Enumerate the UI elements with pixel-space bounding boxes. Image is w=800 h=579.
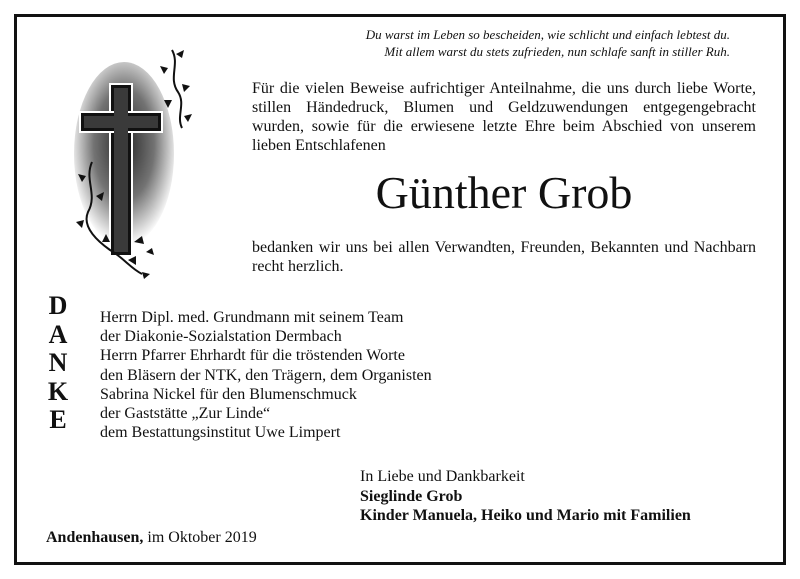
deceased-name: Günther Grob [375,167,633,218]
poem [300,26,730,60]
signature-closing: In Liebe und Dankbarkeit [360,468,525,485]
signature-name: Sieglinde Grob [360,487,463,505]
danke-letter: N [48,348,68,377]
cross-with-ivy-icon [72,44,202,280]
list-item: Herrn Dipl. med. Grundmann mit seinem Team [100,309,404,326]
place: Andenhausen, [46,529,144,546]
thanks-list [100,308,432,442]
list-item: der Gaststätte „Zur Linde“ [100,405,271,423]
list-item: dem Bestattungsinstitut Uwe Limpert [100,424,341,442]
danke-letter: A [48,319,68,349]
thanks-text: bedanken wir uns bei allen Verwandten, Freunden, Bekannten und Nachbarn recht herzlich. [252,239,756,275]
danke-vertical [42,292,74,435]
date: im Oktober 2019 [147,529,257,546]
place-date [46,528,257,547]
list-item: den Bläsern der NTK, den Trägern, dem Organisten [100,366,432,384]
poem-line: Du warst im Leben so bescheiden, wie schlicht und einfach lebtest du. [365,27,730,42]
danke-letter: K [47,376,69,406]
signature [360,467,691,526]
signature-name: Kinder Manuela, Heiko und Mario mit Familien [360,507,691,524]
danke-letter: E [49,405,67,434]
list-item: Herrn Pfarrer Ehrhardt für die tröstenden Worte [100,347,405,365]
poem-line: Mit allem warst du stets zufrieden, nun schlafe sanft in stiller Ruh. [384,44,730,59]
list-item: der Diakonie-Sozialstation Dermbach [100,328,342,346]
intro-text: Für die vielen Beweise aufrichtiger Anteilnahme, die uns durch liebe Worte, stillen Händedruck, Blumen und Geldzuwendungen entgegengebracht wurden, sowie für die erwiesene letzte Ehre beim Abschied von unserem lieben Entschlafenen [252,80,756,154]
list-item: Sabrina Nickel für den Blumenschmuck [100,385,357,403]
danke-letter: D [48,291,68,320]
